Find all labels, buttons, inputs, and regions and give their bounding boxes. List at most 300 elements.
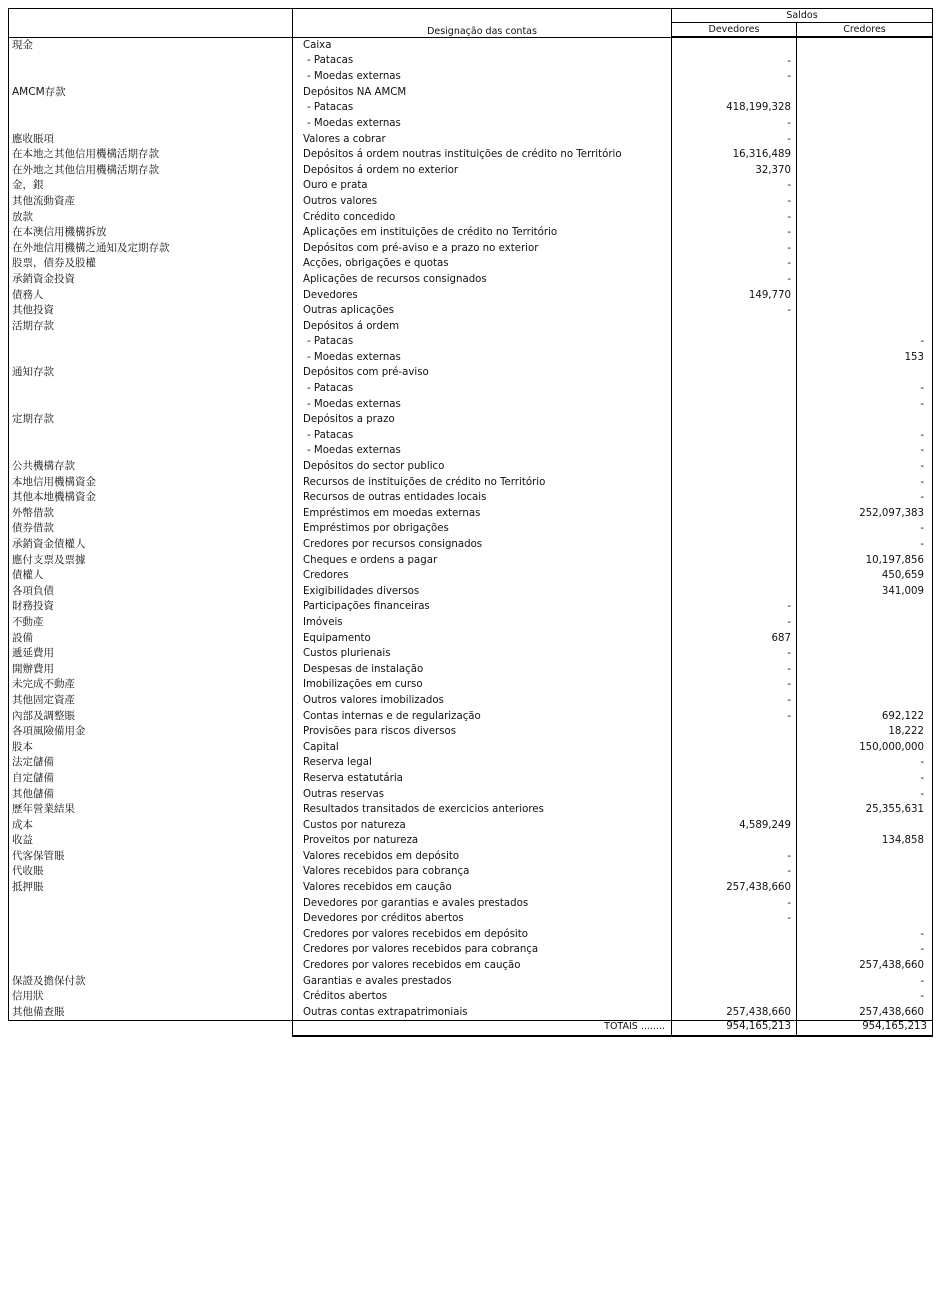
- devedores-value: [672, 771, 791, 787]
- credores-cell: [797, 771, 933, 787]
- credores-cell: [797, 490, 933, 506]
- devedores-value: 149,770: [748, 289, 791, 301]
- account-name-pt: [293, 490, 672, 506]
- credores-cell: [797, 132, 933, 148]
- account-name-zh: [9, 132, 293, 148]
- account-name-pt: [293, 163, 672, 179]
- account-name-zh-text: 公共機構存款: [12, 460, 75, 473]
- table-row: [9, 880, 933, 974]
- devedores-cell: [672, 584, 797, 600]
- account-name-pt: [293, 475, 672, 491]
- account-line-pt: Recursos de outras entidades locais: [303, 492, 487, 504]
- devedores-cell: [672, 537, 797, 553]
- account-line-pt: Depósitos á ordem: [303, 320, 400, 332]
- totals-label: TOTAIS ........: [293, 1021, 672, 1037]
- devedores-cell: [672, 646, 797, 662]
- devedores-cell: [672, 241, 797, 257]
- account-name-zh: [9, 225, 293, 241]
- account-name-zh: [9, 584, 293, 600]
- table-row: [9, 849, 933, 865]
- credores-value: [797, 241, 924, 257]
- account-name-zh-text: 代客保管賬: [12, 849, 65, 862]
- devedores-value: -: [787, 71, 791, 83]
- balance-table: [8, 8, 933, 1037]
- account-name-pt: [293, 365, 672, 412]
- credores-cell: [797, 818, 933, 834]
- credores-value: -: [920, 772, 925, 784]
- account-name-zh: [9, 864, 293, 880]
- account-name-zh-text: 各項負債: [12, 584, 54, 597]
- credores-value: [797, 288, 924, 304]
- credores-cell: [797, 288, 933, 304]
- account-line-pt: Reserva estatutária: [303, 772, 403, 784]
- account-name-zh-text: 抵押賬: [12, 881, 44, 894]
- table-row: [9, 412, 933, 459]
- credores-value: [797, 147, 924, 163]
- account-name-zh-text: 開辦費用: [12, 662, 54, 675]
- devedores-value: -: [787, 258, 791, 270]
- devedores-value: [672, 584, 791, 600]
- devedores-value: [672, 537, 791, 553]
- account-name-zh-text: 自定儲備: [12, 771, 54, 784]
- account-line-pt: Caixa: [303, 39, 332, 51]
- totals-row: [9, 1021, 933, 1037]
- account-rows: [9, 37, 933, 1021]
- credores-value: -: [920, 492, 925, 504]
- account-name-zh: [9, 880, 293, 974]
- credores-value: [797, 303, 924, 319]
- account-line-pt: Credores: [303, 570, 349, 582]
- table-row: [9, 553, 933, 569]
- credores-value: -: [920, 398, 925, 410]
- credores-value: [797, 178, 924, 194]
- table-row: [9, 709, 933, 725]
- table-row: [9, 802, 933, 818]
- account-name-zh: [9, 849, 293, 865]
- table-row: [9, 256, 933, 272]
- credores-value: -: [920, 336, 925, 348]
- credores-value: [797, 646, 924, 662]
- account-name-zh: [9, 459, 293, 475]
- account-name-zh: [9, 147, 293, 163]
- devedores-value: [672, 724, 791, 740]
- account-line-pt: Valores recebidos para cobrança: [303, 866, 470, 878]
- devedores-value: -: [787, 195, 791, 207]
- table-row: [9, 787, 933, 803]
- account-name-zh-text: 定期存款: [12, 413, 54, 426]
- designation-header: Designação das contas: [293, 9, 672, 38]
- credores-value: [797, 662, 924, 678]
- devedores-value: [672, 350, 791, 366]
- account-name-zh-text: 其他儲備: [12, 787, 54, 800]
- credores-cell: [797, 163, 933, 179]
- table-row: [9, 506, 933, 522]
- account-name-pt: [293, 989, 672, 1005]
- account-name-zh-text: 設備: [12, 631, 33, 644]
- credores-cell: [797, 1005, 933, 1021]
- devedores-value: [672, 38, 791, 54]
- account-name-pt: [293, 677, 672, 693]
- credores-cell: [797, 584, 933, 600]
- credores-value: [797, 880, 924, 896]
- credores-cell: [797, 755, 933, 771]
- devedores-cell: [672, 553, 797, 569]
- account-name-zh-text: 收益: [12, 834, 33, 847]
- devedores-value: [672, 833, 791, 849]
- devedores-cell: [672, 974, 797, 990]
- account-line-pt: Cheques e ordens a pagar: [303, 554, 438, 566]
- table-row: [9, 693, 933, 709]
- credores-cell: [797, 272, 933, 288]
- account-line-pt: - Patacas: [307, 429, 354, 441]
- chinese-header-cell: [9, 9, 293, 38]
- account-name-zh-text: 在本地之其他信用機構活期存款: [12, 148, 159, 161]
- devedores-value: -: [787, 180, 791, 192]
- account-name-pt: [293, 693, 672, 709]
- account-name-zh: [9, 37, 293, 85]
- account-line-pt: Resultados transitados de exercicios anteriores: [303, 804, 544, 816]
- devedores-cell: [672, 599, 797, 615]
- table-row: [9, 241, 933, 257]
- account-name-pt: [293, 631, 672, 647]
- account-name-zh-text: 其他流動資產: [12, 194, 75, 207]
- credores-value: 150,000,000: [859, 741, 925, 753]
- credores-value: [797, 818, 924, 834]
- table-row: [9, 365, 933, 412]
- credores-cell: [797, 833, 933, 849]
- devedores-cell: [672, 693, 797, 709]
- account-name-zh-text: 現金: [12, 38, 33, 51]
- account-name-zh: [9, 521, 293, 537]
- account-name-zh-text: 遞延費用: [12, 647, 54, 660]
- devedores-value: -: [787, 694, 791, 706]
- credores-value: [797, 864, 924, 880]
- account-name-pt: [293, 787, 672, 803]
- credores-cell: [797, 475, 933, 491]
- credores-cell: [797, 37, 933, 85]
- account-name-zh: [9, 989, 293, 1005]
- account-line-pt: Exigibilidades diversos: [303, 585, 420, 597]
- table-row: [9, 646, 933, 662]
- account-name-zh-text: 歷年營業結果: [12, 803, 75, 816]
- devedores-value: -: [787, 227, 791, 239]
- devedores-value: [672, 334, 791, 350]
- account-name-zh-text: 債務人: [12, 288, 44, 301]
- devedores-cell: [672, 365, 797, 412]
- credores-value: -: [920, 523, 925, 535]
- credores-value: -: [920, 975, 925, 987]
- devedores-cell: [672, 412, 797, 459]
- account-line-pt: Imobilizações em curso: [303, 679, 423, 691]
- account-name-pt: [293, 818, 672, 834]
- credores-value: -: [920, 788, 925, 800]
- credores-value: [797, 163, 924, 179]
- account-line-pt: Valores recebidos em caução: [303, 882, 452, 894]
- devedores-value: 257,438,660: [726, 882, 791, 894]
- account-name-pt: [293, 521, 672, 537]
- table-row: [9, 225, 933, 241]
- credores-value: [797, 256, 924, 272]
- devedores-value: [672, 319, 791, 335]
- account-line-pt: Aplicações em instituições de crédito no Território: [303, 227, 558, 239]
- devedores-value: -: [787, 273, 791, 285]
- account-line-pt: Imóveis: [303, 616, 343, 628]
- devedores-value: [672, 85, 791, 101]
- devedores-value: -: [787, 616, 791, 628]
- account-line-pt: Aplicações de recursos consignados: [303, 273, 487, 285]
- devedores-cell: [672, 490, 797, 506]
- account-name-zh-text: 在外地之其他信用機構活期存款: [12, 163, 159, 176]
- account-line-pt: Credores por valores recebidos em depósito: [303, 928, 528, 940]
- devedores-cell: [672, 85, 797, 132]
- account-name-zh-text: 放款: [12, 210, 33, 223]
- devedores-cell: [672, 521, 797, 537]
- devedores-cell: [672, 709, 797, 725]
- account-name-pt: [293, 755, 672, 771]
- account-line-pt: Provisões para riscos diversos: [303, 726, 457, 738]
- credores-cell: [797, 256, 933, 272]
- totals-credores: 954,165,213: [797, 1021, 933, 1037]
- credores-value: [797, 100, 924, 116]
- devedores-value: [672, 459, 791, 475]
- credores-cell: [797, 553, 933, 569]
- table-row: [9, 210, 933, 226]
- account-name-pt: [293, 833, 672, 849]
- credores-value: 134,858: [881, 835, 925, 847]
- table-row: [9, 974, 933, 990]
- table-row: [9, 178, 933, 194]
- credores-cell: [797, 693, 933, 709]
- devedores-cell: [672, 319, 797, 366]
- devedores-value: [672, 740, 791, 756]
- credores-cell: [797, 615, 933, 631]
- credores-cell: [797, 599, 933, 615]
- account-line-pt: Outras aplicações: [303, 305, 395, 317]
- credores-value: -: [920, 445, 925, 457]
- account-name-zh-text: 信用狀: [12, 990, 44, 1003]
- devedores-value: 687: [771, 632, 791, 644]
- credores-value: 10,197,856: [865, 554, 925, 566]
- credores-cell: [797, 303, 933, 319]
- account-name-zh: [9, 631, 293, 647]
- credores-value: [797, 631, 924, 647]
- account-name-zh-text: 活期存款: [12, 319, 54, 332]
- credores-value: [797, 412, 924, 428]
- devedores-value: [672, 521, 791, 537]
- devedores-cell: [672, 771, 797, 787]
- credores-cell: [797, 537, 933, 553]
- devedores-cell: [672, 740, 797, 756]
- credores-value: -: [920, 539, 925, 550]
- table-row: [9, 132, 933, 148]
- table-row: [9, 490, 933, 506]
- credores-value: [797, 272, 924, 288]
- account-line-pt: Credores por valores recebidos para cobrança: [303, 944, 539, 956]
- account-line-pt: Depósitos NA AMCM: [303, 86, 407, 98]
- account-name-zh: [9, 662, 293, 678]
- devedores-cell: [672, 475, 797, 491]
- devedores-value: [672, 974, 791, 990]
- account-name-zh-text: AMCM存款: [12, 85, 66, 98]
- account-name-pt: [293, 147, 672, 163]
- devedores-value: 4,589,249: [739, 819, 791, 831]
- credores-value: [797, 319, 924, 335]
- account-name-pt: [293, 412, 672, 459]
- account-name-pt: [293, 210, 672, 226]
- devedores-cell: [672, 833, 797, 849]
- table-row: [9, 818, 933, 834]
- devedores-cell: [672, 662, 797, 678]
- account-name-zh-text: 金，銀: [12, 179, 44, 192]
- credores-cell: [797, 241, 933, 257]
- devedores-cell: [672, 194, 797, 210]
- devedores-value: -: [787, 913, 791, 925]
- table-row: [9, 163, 933, 179]
- account-name-zh: [9, 194, 293, 210]
- account-name-zh: [9, 787, 293, 803]
- account-line-pt: Custos por natureza: [303, 819, 406, 831]
- credores-value: 153: [904, 351, 925, 363]
- table-row: [9, 194, 933, 210]
- credores-value: [797, 54, 924, 70]
- table-row: [9, 475, 933, 491]
- account-name-zh: [9, 677, 293, 693]
- table-row: [9, 833, 933, 849]
- account-name-zh: [9, 475, 293, 491]
- devedores-value: [672, 958, 791, 974]
- account-name-pt: [293, 709, 672, 725]
- devedores-value: 32,370: [755, 164, 791, 176]
- table-row: [9, 755, 933, 771]
- credores-cell: [797, 178, 933, 194]
- account-line-pt: Empréstimos em moedas externas: [303, 507, 481, 519]
- account-name-zh-text: 股票，債券及股權: [12, 257, 96, 270]
- account-name-zh: [9, 256, 293, 272]
- table-row: [9, 459, 933, 475]
- devedores-value: [672, 568, 791, 584]
- account-line-pt: Depósitos do sector publico: [303, 461, 445, 473]
- devedores-cell: [672, 755, 797, 771]
- account-name-zh-text: 應收賬項: [12, 132, 54, 145]
- devedores-value: -: [787, 897, 791, 909]
- table-row: [9, 599, 933, 615]
- account-name-zh: [9, 506, 293, 522]
- devedores-cell: [672, 818, 797, 834]
- account-line-pt: Outros valores imobilizados: [303, 694, 444, 706]
- devedores-cell: [672, 163, 797, 179]
- table-row: [9, 288, 933, 304]
- devedores-cell: [672, 303, 797, 319]
- credores-cell: [797, 210, 933, 226]
- devedores-cell: [672, 631, 797, 647]
- account-name-zh: [9, 365, 293, 412]
- devedores-value: -: [787, 710, 791, 722]
- devedores-cell: [672, 989, 797, 1005]
- account-name-pt: [293, 178, 672, 194]
- credores-value: [797, 194, 924, 210]
- devedores-value: -: [787, 55, 791, 67]
- account-line-pt: Outros valores: [303, 195, 378, 207]
- account-name-pt: [293, 319, 672, 366]
- devedores-cell: [672, 272, 797, 288]
- account-name-zh-text: 承銷資金投資: [12, 272, 75, 285]
- account-line-pt: Empréstimos por obrigações: [303, 523, 449, 535]
- account-line-pt: Participações financeiras: [303, 601, 430, 613]
- account-name-pt: [293, 646, 672, 662]
- account-name-zh: [9, 833, 293, 849]
- devedores-cell: [672, 615, 797, 631]
- credores-value: -: [920, 991, 925, 1003]
- account-line-pt: Garantias e avales prestados: [303, 975, 452, 987]
- account-name-pt: [293, 303, 672, 319]
- account-name-zh: [9, 303, 293, 319]
- credores-value: [797, 116, 924, 132]
- account-line-pt: Valores recebidos em depósito: [303, 850, 460, 862]
- account-line-pt: Capital: [303, 741, 339, 753]
- credores-value: [797, 85, 924, 101]
- account-name-zh-text: 各項風險備用金: [12, 725, 86, 738]
- account-name-zh-text: 在外地信用機構之通知及定期存款: [12, 241, 170, 254]
- devedores-value: [672, 443, 791, 459]
- credores-value: 257,438,660: [859, 1006, 925, 1018]
- credores-cell: [797, 989, 933, 1005]
- devedores-value: -: [787, 211, 791, 223]
- credores-value: [797, 38, 924, 54]
- credores-cell: [797, 787, 933, 803]
- account-name-zh: [9, 802, 293, 818]
- account-line-pt: Outras reservas: [303, 788, 385, 800]
- devedores-value: [672, 397, 791, 413]
- devedores-value: [672, 365, 791, 381]
- account-line-pt: Credores por valores recebidos em caução: [303, 960, 521, 972]
- account-name-pt: [293, 37, 672, 85]
- account-name-zh-text: 內部及調整賬: [12, 709, 75, 722]
- credores-cell: [797, 646, 933, 662]
- account-name-pt: [293, 880, 672, 974]
- account-line-pt: - Moedas externas: [307, 117, 401, 129]
- account-line-pt: - Patacas: [307, 383, 354, 395]
- account-name-pt: [293, 272, 672, 288]
- account-name-pt: [293, 864, 672, 880]
- table-row: [9, 85, 933, 132]
- credores-header: Credores: [797, 23, 933, 38]
- account-name-pt: [293, 849, 672, 865]
- devedores-value: -: [787, 663, 791, 675]
- account-name-zh: [9, 553, 293, 569]
- totals-devedores: 954,165,213: [672, 1021, 797, 1037]
- account-name-zh: [9, 599, 293, 615]
- account-line-pt: Depósitos á ordem no exterior: [303, 164, 459, 176]
- table-row: [9, 989, 933, 1005]
- credores-value: 18,222: [888, 726, 925, 738]
- account-line-pt: Valores a cobrar: [303, 133, 386, 145]
- credores-cell: [797, 662, 933, 678]
- devedores-value: [672, 553, 791, 569]
- credores-cell: [797, 880, 933, 974]
- account-name-zh-text: 其他備查賬: [12, 1005, 65, 1018]
- account-name-zh-text: 其他固定資產: [12, 693, 75, 706]
- table-row: [9, 568, 933, 584]
- account-line-pt: Reserva legal: [303, 757, 372, 769]
- account-name-zh: [9, 724, 293, 740]
- table-row: [9, 771, 933, 787]
- credores-cell: [797, 194, 933, 210]
- table-row: [9, 521, 933, 537]
- account-line-pt: Custos plurienais: [303, 648, 391, 660]
- devedores-value: [672, 942, 791, 958]
- account-name-zh: [9, 272, 293, 288]
- credores-cell: [797, 974, 933, 990]
